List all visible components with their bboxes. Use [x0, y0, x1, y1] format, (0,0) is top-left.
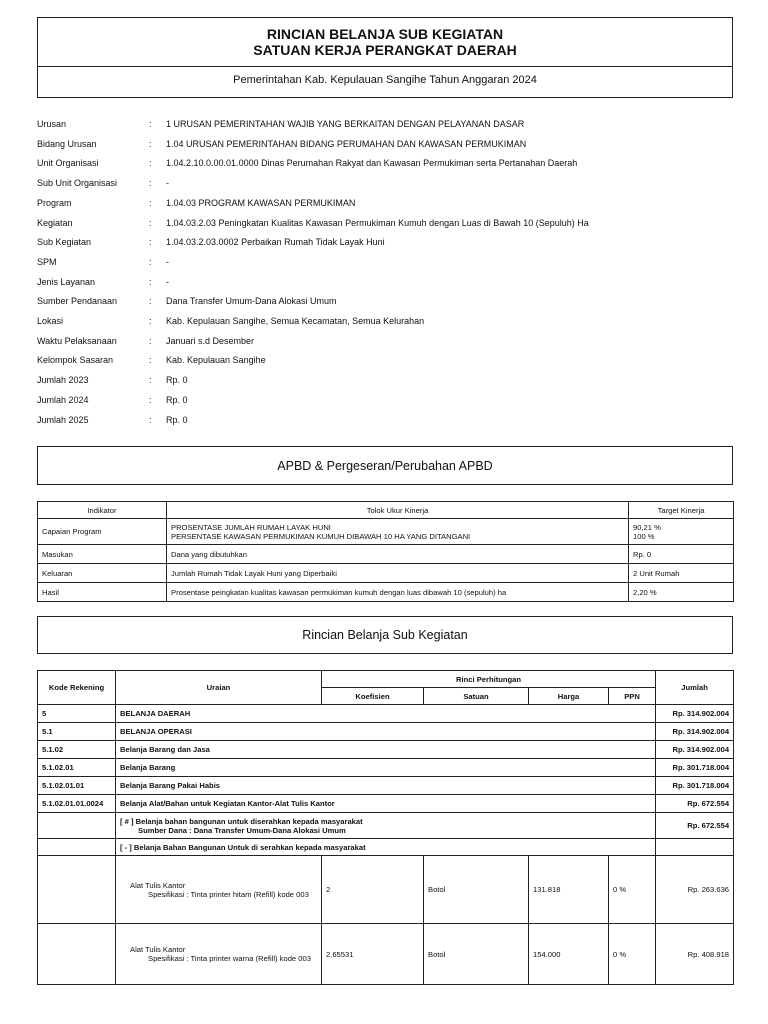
indicator-header-row	[38, 502, 734, 519]
document-subtitle: Pemerintahan Kab. Kepulauan Sangihe Tahun Anggaran 2024	[233, 74, 537, 86]
info-colon: :	[149, 394, 152, 405]
document-title-line2: SATUAN KERJA PERANGKAT DAERAH	[253, 42, 517, 58]
account-kode: 5.1.02.01	[38, 759, 116, 777]
info-value: -	[166, 178, 169, 189]
info-colon: :	[149, 276, 152, 287]
info-label: Jenis Layanan	[37, 276, 96, 287]
info-value: -	[166, 276, 169, 287]
info-colon: :	[149, 414, 152, 425]
indicator-name: Capaian Program	[38, 519, 167, 545]
account-kode: 5	[38, 705, 116, 723]
tolok-ukur-line: PERSENTASE KAWASAN PERMUKIMAN KUMUH DIBAWAH 10 HA YANG DITANGANI	[171, 531, 471, 541]
target-line: 100 %	[633, 531, 655, 541]
item-harga: 131.818	[529, 856, 609, 924]
account-row	[38, 705, 734, 723]
info-label: Unit Organisasi	[37, 158, 99, 169]
group-jumlah: Rp. 672.554	[656, 813, 734, 839]
info-label: Jumlah 2025	[37, 414, 89, 425]
info-value: 1.04.03.2.03.0002 Perbaikan Rumah Tidak Layak Huni	[166, 237, 385, 248]
rincian-table	[37, 670, 734, 985]
harga-col-header: Harga	[529, 688, 609, 705]
info-label: Sub Kegiatan	[37, 237, 92, 248]
document-title-line1: RINCIAN BELANJA SUB KEGIATAN	[266, 26, 504, 42]
info-value: Kab. Kepulauan Sangihe	[166, 355, 266, 366]
account-kode: 5.1.02.01.01.0024	[38, 795, 116, 813]
item-row	[38, 924, 734, 985]
item-ppn: 0 %	[609, 856, 656, 924]
account-jumlah: Rp. 301.718.004	[656, 777, 734, 795]
info-label: Kegiatan	[37, 217, 73, 228]
apbd-box	[37, 446, 733, 485]
item-satuan: Botol	[424, 856, 529, 924]
ppn-col-header: PPN	[609, 688, 656, 705]
item-harga: 154.000	[529, 924, 609, 985]
item-row	[38, 856, 734, 924]
tolok-ukur-line: PROSENTASE JUMLAH RUMAH LAYAK HUNI	[171, 522, 331, 532]
item-jumlah: Rp. 408.918	[656, 924, 734, 985]
info-value: Rp. 0	[166, 414, 188, 425]
info-label: Sub Unit Organisasi	[37, 178, 118, 189]
koefisien-col-header: Koefisien	[322, 688, 424, 705]
rincian-title: Rincian Belanja Sub Kegiatan	[302, 628, 468, 642]
group-title: [ - ] Belanja Bahan Bangunan Untuk di serahkan kepada masyarakat	[116, 839, 656, 856]
account-uraian: Belanja Barang Pakai Habis	[116, 777, 656, 795]
info-value: 1.04.03 PROGRAM KAWASAN PERMUKIMAN	[166, 197, 356, 208]
account-kode: 5.1	[38, 723, 116, 741]
info-label: Waktu Pelaksanaan	[37, 335, 117, 346]
indicator-row	[38, 545, 734, 564]
target-line: 2 Unit Rumah	[629, 564, 734, 583]
info-label: Lokasi	[37, 316, 64, 326]
satuan-col-header: Satuan	[424, 688, 529, 705]
info-label: Jumlah 2023	[37, 375, 89, 386]
indicator-name: Keluaran	[38, 564, 167, 583]
account-uraian: Belanja Alat/Bahan untuk Kegiatan Kantor-Alat Tulis Kantor	[116, 795, 656, 813]
info-colon: :	[149, 237, 152, 248]
account-row	[38, 723, 734, 741]
jumlah-col-header: Jumlah	[656, 671, 734, 705]
tolok-ukur-col-header: Tolok Ukur Kinerja	[167, 502, 629, 519]
info-label: Bidang Urusan	[37, 138, 97, 149]
uraian-col-header: Uraian	[116, 671, 322, 705]
account-uraian: BELANJA DAERAH	[116, 705, 656, 723]
indicator-name: Hasil	[38, 583, 167, 602]
indicator-table	[37, 501, 734, 602]
info-colon: :	[149, 178, 152, 189]
indicator-row	[38, 583, 734, 602]
item-ppn: 0 %	[609, 924, 656, 985]
info-value: 1 URUSAN PEMERINTAHAN WAJIB YANG BERKAITAN DENGAN PELAYANAN DASAR	[166, 119, 525, 129]
account-row	[38, 795, 734, 813]
tolok-ukur-line: Jumlah Rumah Tidak Layak Huni yang Diperbaiki	[167, 564, 629, 583]
info-label: Sumber Pendanaan	[37, 296, 118, 307]
account-row	[38, 759, 734, 777]
info-value: Rp. 0	[166, 394, 188, 405]
indicator-row	[38, 564, 734, 583]
info-colon: :	[149, 316, 152, 326]
item-spec: Spesifikasi : Tinta printer warna (Refill) kode 003	[148, 954, 311, 963]
account-jumlah: Rp. 301.718.004	[656, 759, 734, 777]
info-colon: :	[149, 355, 152, 366]
info-label: Urusan	[37, 119, 67, 129]
info-value: Kab. Kepulauan Sangihe, Semua Kecamatan, Semua Kelurahan	[166, 316, 425, 326]
info-value: 1.04.03.2.03 Peningkatan Kualitas Kawasan Permukiman Kumuh dengan Luas di Bawah 10 (Sepuluh) Ha	[166, 217, 589, 228]
info-value: Dana Transfer Umum-Dana Alokasi Umum	[166, 296, 337, 307]
account-uraian: Belanja Barang	[116, 759, 656, 777]
info-value: 1.04 URUSAN PEMERINTAHAN BIDANG PERUMAHAN DAN KAWASAN PERMUKIMAN	[166, 138, 527, 149]
info-value: Rp. 0	[166, 375, 188, 386]
target-col-header: Target Kinerja	[629, 502, 734, 519]
account-jumlah: Rp. 314.902.004	[656, 705, 734, 723]
indicator-name: Masukan	[38, 545, 167, 564]
info-colon: :	[149, 296, 152, 307]
target-line: 90,21 %	[633, 522, 661, 532]
info-colon: :	[149, 335, 152, 346]
indicator-col-header: Indikator	[38, 502, 167, 519]
tolok-ukur-line: Dana yang dibutuhkan	[167, 545, 629, 564]
account-kode: 5.1.02	[38, 741, 116, 759]
group-row	[38, 813, 734, 839]
info-colon: :	[149, 256, 152, 267]
target-line: 2,20 %	[629, 583, 734, 602]
item-jumlah: Rp. 263.636	[656, 856, 734, 924]
header-box	[37, 17, 733, 98]
account-jumlah: Rp. 672.554	[656, 795, 734, 813]
info-colon: :	[149, 375, 152, 386]
info-value: -	[166, 256, 169, 267]
info-colon: :	[149, 217, 152, 228]
account-row	[38, 777, 734, 795]
item-name: Alat Tulis Kantor	[130, 945, 186, 954]
item-name: Alat Tulis Kantor	[130, 880, 186, 890]
header-divider	[38, 66, 732, 67]
info-label: Program	[37, 197, 72, 208]
item-spec: Spesifikasi : Tinta printer hitam (Refill) kode 003	[148, 889, 309, 899]
info-value: 1.04.2.10.0.00.01.0000 Dinas Perumahan Rakyat dan Kawasan Permukiman serta Pertanahan Daerah	[166, 158, 578, 169]
rinci-perhitungan-col-header: Rinci Perhitungan	[322, 671, 656, 688]
account-jumlah: Rp. 314.902.004	[656, 741, 734, 759]
account-uraian: BELANJA OPERASI	[116, 723, 656, 741]
group-title: [ # ] Belanja bahan bangunan untuk diserahkan kepada masyarakat	[120, 816, 363, 826]
account-row	[38, 741, 734, 759]
group-row	[38, 839, 734, 856]
target-line: Rp. 0	[629, 545, 734, 564]
item-koefisien: 2	[322, 856, 424, 924]
account-kode: 5.1.02.01.01	[38, 777, 116, 795]
tolok-ukur-line: Prosentase peingkatan kualitas kawasan permukiman kumuh dengan luas dibawah 10 (sepuluh) ha	[167, 583, 629, 602]
info-label: Jumlah 2024	[37, 394, 89, 405]
account-uraian: Belanja Barang dan Jasa	[116, 741, 656, 759]
info-colon: :	[149, 197, 152, 208]
info-colon: :	[149, 119, 152, 129]
kode-rekening-col-header: Kode Rekening	[38, 671, 116, 705]
group-source: Sumber Dana : Dana Transfer Umum-Dana Alokasi Umum	[138, 825, 346, 835]
info-label: Kelompok Sasaran	[37, 355, 114, 366]
info-value: Januari s.d Desember	[166, 335, 255, 346]
item-koefisien: 2.65531	[322, 924, 424, 985]
info-colon: :	[149, 138, 152, 149]
info-colon: :	[149, 158, 152, 169]
item-satuan: Botol	[424, 924, 529, 985]
apbd-title: APBD & Pergeseran/Perubahan APBD	[277, 459, 493, 473]
account-jumlah: Rp. 314.902.004	[656, 723, 734, 741]
rincian-box	[37, 616, 733, 654]
rincian-header-row	[38, 671, 734, 688]
info-label: SPM	[37, 256, 57, 267]
indicator-row	[38, 519, 734, 545]
